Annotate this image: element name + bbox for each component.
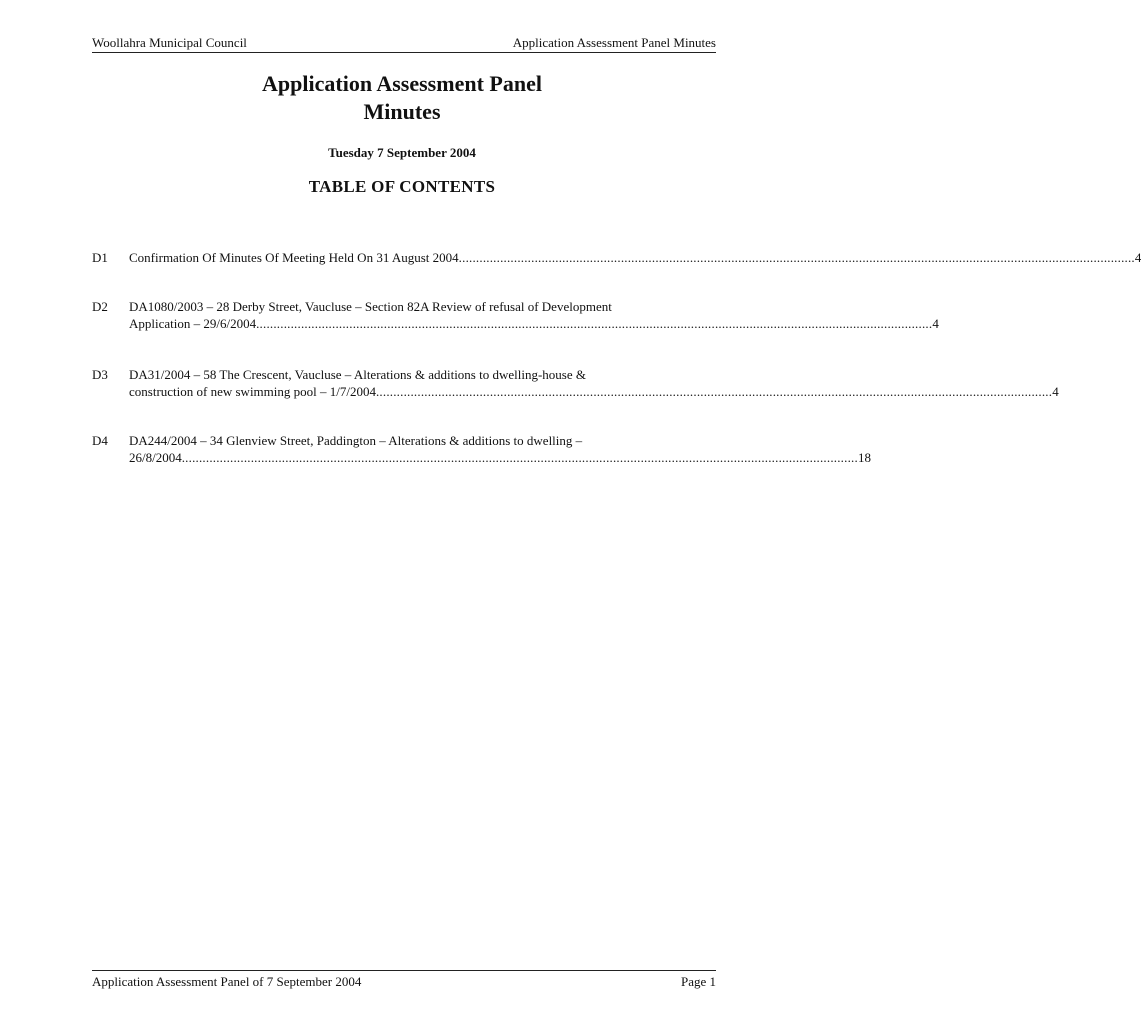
document-title-line-2: Minutes — [363, 99, 441, 124]
meeting-date: Tuesday 7 September 2004 — [328, 145, 476, 160]
toc-page-number: 4 — [932, 316, 939, 331]
running-header — [92, 35, 716, 53]
toc-entry-title-line-1: DA1080/2003 – 28 Derby Street, Vaucluse – Section 82A Review of refusal of Development — [129, 299, 612, 314]
toc-page-number: 4 — [1052, 384, 1059, 399]
toc-leader-dots: .................................................................................................................................................................................................... — [256, 316, 933, 331]
toc-entry-title-line-1: DA244/2004 – 34 Glenview Street, Paddington – Alterations & additions to dwelling – — [129, 433, 583, 448]
running-footer — [92, 970, 716, 990]
document-title-line-1: Application Assessment Panel — [262, 71, 542, 96]
toc-entry-title-line-2: construction of new swimming pool – 1/7/2004 — [129, 384, 376, 399]
toc-leader-dots: .................................................................................................................................................................................................... — [181, 450, 858, 465]
document-title — [92, 70, 712, 126]
header-document-name: Application Assessment Panel Minutes — [512, 35, 716, 50]
toc-entry-title-line-1: DA31/2004 – 58 The Crescent, Vaucluse – Alterations & additions to dwelling-house & — [129, 367, 586, 382]
footer-meeting-reference: Application Assessment Panel of 7 September 2004 — [92, 974, 362, 989]
toc-leader-dots: .................................................................................................................................................................................................... — [375, 384, 1053, 399]
footer-page-number: Page 1 — [680, 974, 716, 989]
toc-entry-title-line-2: 26/8/2004 — [129, 450, 182, 465]
toc-entry-title: Confirmation Of Minutes Of Meeting Held On 31 August 2004 — [129, 250, 459, 265]
toc-page-number: 4 — [1134, 250, 1141, 265]
toc-entry-code: D4 — [92, 433, 108, 448]
toc-leader-dots: .................................................................................................................................................................................................... — [458, 250, 1135, 265]
toc-entry-code: D3 — [92, 367, 108, 382]
toc-page-number: 18 — [857, 450, 871, 465]
toc-heading: TABLE OF CONTENTS — [308, 177, 496, 196]
toc-entry-title-line-2: Application – 29/6/2004 — [129, 316, 257, 331]
toc-entry-code: D1 — [92, 250, 108, 265]
header-council-name: Woollahra Municipal Council — [92, 35, 247, 50]
toc-entry-code: D2 — [92, 299, 108, 314]
